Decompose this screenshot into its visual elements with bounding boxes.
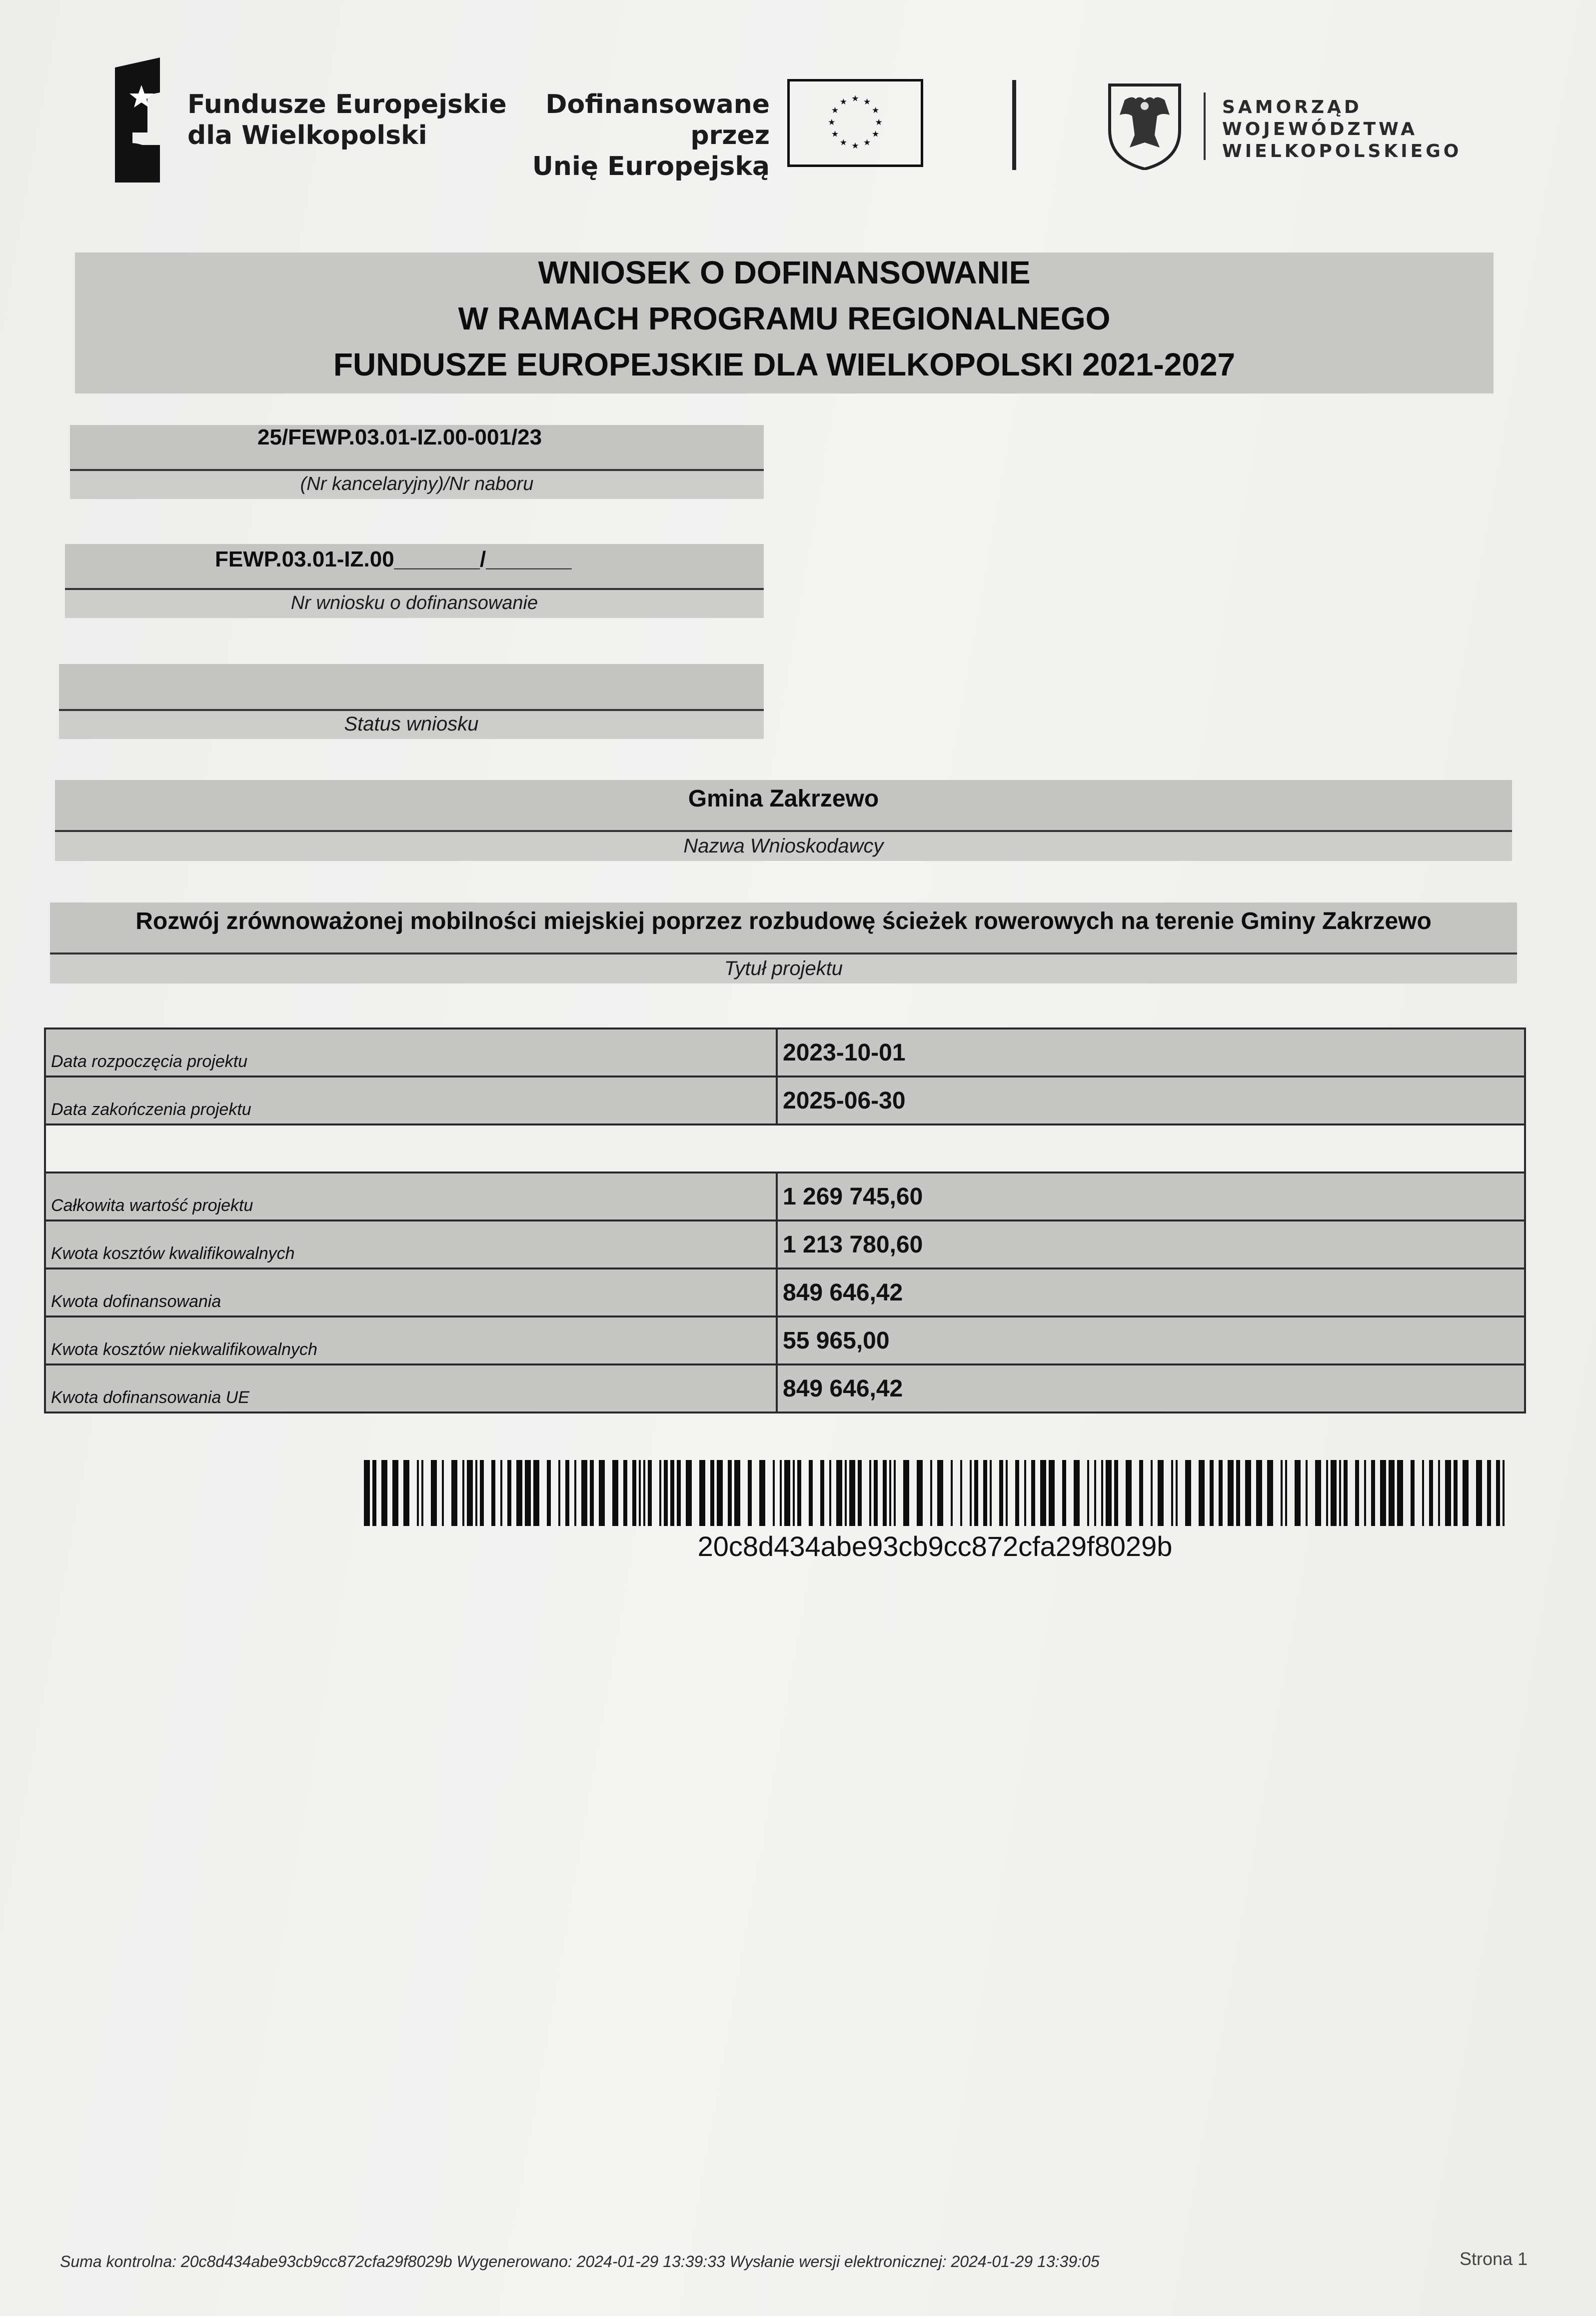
fe-logo-text: [187, 89, 507, 151]
svg-text:★: ★: [851, 94, 859, 104]
wniosek-field: [65, 544, 764, 618]
empty-cell: [45, 1124, 1525, 1172]
footer-checksum: Suma kontrolna: 20c8d434abe93cb9cc872cfa29f8029b Wygenerowano: 2024-01-29 13:39:33 Wysłanie wersji elektronicznej: 2024-01-29 13:39:05: [60, 2252, 1100, 2270]
table-row: [45, 1172, 1525, 1220]
cofinanced-line1: Dofinansowane przez: [545, 90, 770, 150]
cofinanced-line2: Unię Europejską: [532, 152, 770, 182]
project-label: Tytuł projektu: [724, 958, 843, 980]
project-value: Rozwój zrównoważonej mobilności miejskiej poprzez rozbudowę ścieżek rowerowych na terenie Gminy Zakrzewo: [135, 908, 1432, 934]
eu-cofinancing-label: Kwota dofinansowania UE: [45, 1364, 777, 1412]
applicant-label: Nazwa Wnioskodawcy: [683, 835, 884, 857]
svg-text:★: ★: [831, 129, 839, 140]
project-data-table: [44, 1028, 1526, 1414]
svg-text:★: ★: [871, 129, 880, 140]
fe-logo-line1: Fundusze Europejskie: [187, 90, 507, 120]
svg-text:★: ★: [839, 97, 848, 108]
samorzad-text: [1222, 96, 1462, 162]
svg-text:★: ★: [863, 97, 871, 108]
svg-text:★: ★: [831, 106, 839, 116]
barcode-icon: [364, 1460, 1506, 1526]
cofinancing-value: 849 646,42: [777, 1268, 1525, 1316]
nabor-label: (Nr kancelaryjny)/Nr naboru: [300, 474, 534, 494]
start-date-label: Data rozpoczęcia projektu: [45, 1028, 777, 1076]
title-line1: WNIOSEK O DOFINANSOWANIE: [538, 254, 1031, 290]
nabor-field: [70, 425, 764, 499]
svg-text:★: ★: [851, 140, 859, 151]
samorzad-line3: WIELKOPOLSKIEGO: [1222, 141, 1462, 162]
svg-text:★: ★: [875, 117, 883, 128]
page-number: Strona 1: [1460, 2248, 1528, 2269]
table-spacer-row: [45, 1124, 1525, 1172]
table-row: [45, 1268, 1525, 1316]
svg-text:★: ★: [863, 138, 871, 148]
fe-logo-line2: dla Wielkopolski: [187, 120, 427, 150]
cofinancing-label: Kwota dofinansowania: [45, 1268, 777, 1316]
svg-text:★: ★: [828, 117, 836, 128]
barcode-text: 20c8d434abe93cb9cc872cfa29f8029b: [697, 1530, 1173, 1562]
nabor-value: 25/FEWP.03.01-IZ.00-001/23: [257, 425, 542, 450]
table-row: [45, 1316, 1525, 1364]
eligible-costs-value: 1 213 780,60: [777, 1220, 1525, 1268]
table-row: [45, 1220, 1525, 1268]
svg-text:★: ★: [839, 138, 848, 148]
cofinanced-text: [505, 89, 770, 182]
end-date-value: 2025-06-30: [777, 1076, 1525, 1124]
eu-flag-icon: [787, 79, 923, 167]
title-line2: W RAMACH PROGRAMU REGIONALNEGO: [458, 300, 1111, 336]
samorzad-line1: SAMORZĄD: [1222, 97, 1362, 118]
ineligible-costs-value: 55 965,00: [777, 1316, 1525, 1364]
eligible-costs-label: Kwota kosztów kwalifikowalnych: [45, 1220, 777, 1268]
project-field: [50, 902, 1517, 984]
ineligible-costs-label: Kwota kosztów niekwalifikowalnych: [45, 1316, 777, 1364]
total-value: 1 269 745,60: [777, 1172, 1525, 1220]
end-date-label: Data zakończenia projektu: [45, 1076, 777, 1124]
table-row: [45, 1076, 1525, 1124]
status-label: Status wniosku: [344, 713, 479, 735]
table-row: [45, 1028, 1525, 1076]
wniosek-value: FEWP.03.01-IZ.00_______/_______: [215, 547, 572, 572]
crest-divider: [1204, 92, 1206, 160]
header-divider: [1012, 80, 1016, 170]
start-date-value: 2023-10-01: [777, 1028, 1525, 1076]
wniosek-label: Nr wniosku o dofinansowanie: [290, 592, 538, 614]
applicant-field: [55, 780, 1512, 861]
samorzad-line2: WOJEWÓDZTWA: [1222, 119, 1418, 140]
status-field: [59, 664, 764, 739]
fe-logo-icon: [102, 58, 172, 182]
total-value-label: Całkowita wartość projektu: [45, 1172, 777, 1220]
title-line3: FUNDUSZE EUROPEJSKIE DLA WIELKOPOLSKI 2021-2027: [333, 346, 1236, 382]
wielkopolska-crest-icon: [1105, 80, 1185, 170]
svg-text:★: ★: [871, 106, 880, 116]
table-row: [45, 1364, 1525, 1412]
applicant-value: Gmina Zakrzewo: [688, 786, 879, 812]
eu-cofinancing-value: 849 646,42: [777, 1364, 1525, 1412]
